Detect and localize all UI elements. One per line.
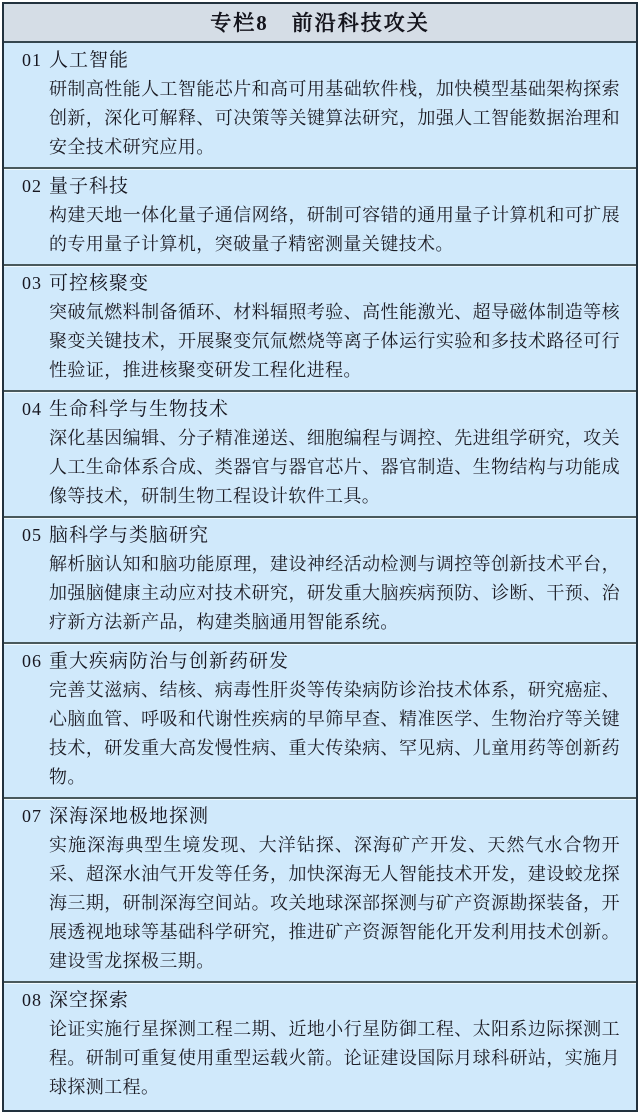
section-row-04 xyxy=(4,390,636,516)
section-body-text: 深化基因编辑、分子精准递送、细胞编程与调控、先进组学研究，攻关人工生命体系合成、类器官与器官芯片、器官制造、生物结构与功能成像等技术，研制生物工程设计软件工具。 xyxy=(49,428,620,506)
section-number: 01 xyxy=(22,50,42,70)
section-title: 生命科学与生物技术 xyxy=(49,399,230,420)
section-head xyxy=(22,647,620,676)
section-head xyxy=(22,395,620,424)
section-row-07 xyxy=(4,797,636,981)
section-body-text: 解析脑认知和脑功能原理，建设神经活动检测与调控等创新技术平台，加强脑健康主动应对技术研究，研发重大脑疾病预防、诊断、干预、治疗新方法新产品，构建类脑通用智能系统。 xyxy=(49,554,620,632)
section-title: 量子科技 xyxy=(49,176,130,197)
section-body-text: 构建天地一体化量子通信网络，研制可容错的通用量子计算机和可扩展的专用量子计算机，突破量子精密测量关键技术。 xyxy=(49,205,620,254)
section-number: 04 xyxy=(22,399,42,419)
section-row-08 xyxy=(4,981,636,1110)
section-head xyxy=(22,802,620,831)
section-head xyxy=(22,269,620,298)
section-head xyxy=(22,986,620,1015)
section-number: 03 xyxy=(22,273,42,293)
panel-frontier-tech xyxy=(2,2,638,1112)
panel-title: 专栏8 前沿科技攻关 xyxy=(4,4,636,43)
section-row-05 xyxy=(4,516,636,642)
section-number: 07 xyxy=(22,806,42,826)
section-number: 08 xyxy=(22,990,42,1010)
section-row-06 xyxy=(4,642,636,797)
section-number: 06 xyxy=(22,651,42,671)
section-title: 深海深地极地探测 xyxy=(49,806,210,827)
section-body-text: 实施深海典型生境发现、大洋钻探、深海矿产开发、天然气水合物开采、超深水油气开发等任务，加快深海无人智能技术开发，建设蛟龙探海三期，研制深海空间站。攻关地球深部探测与矿产资源勘探装备，开展透视地球等基础科学研究，推进矿产资源智能化开发利用技术创新。建设雪龙探极三期。 xyxy=(49,835,620,971)
section-number: 05 xyxy=(22,525,42,545)
section-body-text: 研制高性能人工智能芯片和高可用基础软件栈，加快模型基础架构探索创新，深化可解释、可决策等关键算法研究，加强人工智能数据治理和安全技术研究应用。 xyxy=(49,79,620,157)
section-head xyxy=(22,46,620,75)
section-head xyxy=(22,172,620,201)
panel-body xyxy=(4,43,636,1110)
section-head xyxy=(22,521,620,550)
section-title: 深空探索 xyxy=(49,990,130,1011)
section-title: 可控核聚变 xyxy=(49,273,150,294)
section-title: 脑科学与类脑研究 xyxy=(49,525,210,546)
section-row-01 xyxy=(4,43,636,167)
section-number: 02 xyxy=(22,176,42,196)
section-body-text: 突破氚燃料制备循环、材料辐照考验、高性能激光、超导磁体制造等核聚变关键技术，开展聚变氘氚燃烧等离子体运行实验和多技术路径可行性验证，推进核聚变研发工程化进程。 xyxy=(49,302,620,380)
section-title: 人工智能 xyxy=(49,50,130,71)
section-body-text: 论证实施行星探测工程二期、近地小行星防御工程、太阳系边际探测工程。研制可重复使用重型运载火箭。论证建设国际月球科研站，实施月球探测工程。 xyxy=(49,1019,620,1097)
section-body-text: 完善艾滋病、结核、病毒性肝炎等传染病防诊治技术体系，研究癌症、心脑血管、呼吸和代谢性疾病的早筛早查、精准医学、生物治疗等关键技术，研发重大高发慢性病、重大传染病、罕见病、儿童用药等创新药物。 xyxy=(49,680,620,787)
section-title: 重大疾病防治与创新药研发 xyxy=(49,651,290,672)
section-row-03 xyxy=(4,264,636,390)
section-row-02 xyxy=(4,167,636,264)
